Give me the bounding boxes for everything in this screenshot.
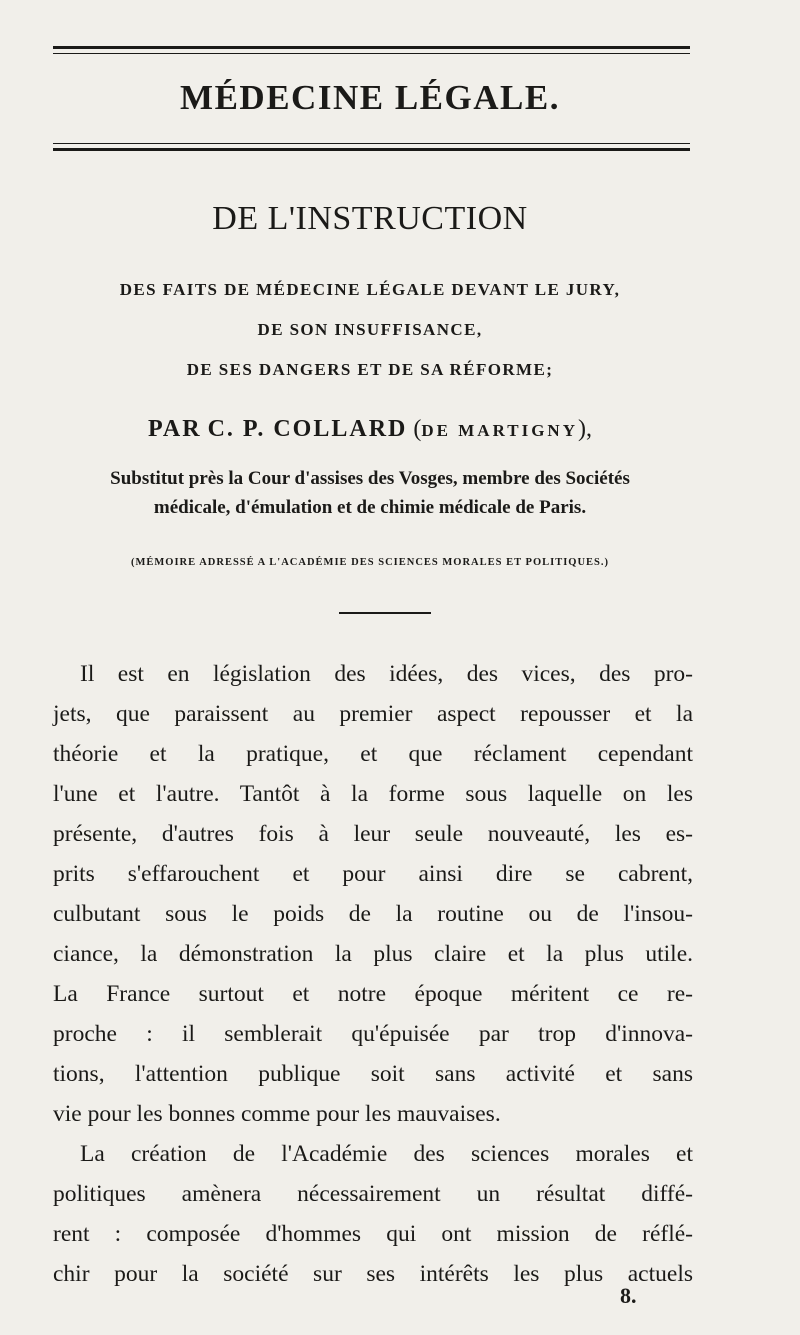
- body-line-12: vie pour les bonnes comme pour les mauvaises.: [53, 1101, 501, 1127]
- body-line-6: prits s'effarouchent et pour ainsi dire se cabrent,: [53, 861, 693, 887]
- memo-note: (MÉMOIRE ADRESSÉ A L'ACADÉMIE DES SCIENCES MORALES ET POLITIQUES.): [130, 557, 610, 568]
- body-line-13: La création de l'Académie des sciences morales et: [80, 1141, 693, 1167]
- subtitle-line-2: DE SON INSUFFISANCE,: [257, 320, 483, 339]
- author-prefix: PAR: [148, 416, 202, 442]
- separator-rule: [339, 612, 431, 614]
- author-line: PAR C. P. COLLARD (DE MARTIGNY),: [148, 416, 592, 442]
- title-rule-thin: [53, 143, 690, 144]
- body-line-1: Il est en législation des idées, des vices, des pro-: [80, 661, 693, 687]
- body-line-16: chir pour la société sur ses intérêts les plus actuels: [53, 1261, 693, 1287]
- section-title: MÉDECINE LÉGALE.: [180, 78, 560, 117]
- top-rule-thick: [53, 46, 690, 49]
- body-line-5: présente, d'autres fois à leur seule nouveauté, les es-: [53, 821, 693, 847]
- author-description-line-1: Substitut près la Cour d'assises des Vosges, membre des Sociétés: [110, 468, 630, 489]
- title-rule-thick: [53, 148, 690, 151]
- body-line-9: La France surtout et notre époque méritent ce re-: [53, 981, 693, 1007]
- subtitle-line-3: DE SES DANGERS ET DE SA RÉFORME;: [186, 360, 554, 379]
- subtitle-line-1: DES FAITS DE MÉDECINE LÉGALE DEVANT LE JURY,: [119, 280, 621, 299]
- body-line-2: jets, que paraissent au premier aspect repousser et la: [53, 701, 693, 727]
- body-line-10: proche : il semblerait qu'épuisée par trop d'innova-: [53, 1021, 693, 1047]
- author-particle: DE MARTIGNY: [421, 421, 578, 440]
- top-rule-thin: [53, 53, 690, 54]
- body-line-14: politiques amènera nécessairement un résultat diffé-: [53, 1181, 693, 1207]
- body-line-8: ciance, la démonstration la plus claire et la plus utile.: [53, 941, 693, 967]
- body-line-4: l'une et l'autre. Tantôt à la forme sous laquelle on les: [53, 781, 693, 807]
- article-title: DE L'INSTRUCTION: [212, 200, 528, 237]
- body-line-15: rent : composée d'hommes qui ont mission de réflé-: [53, 1221, 693, 1247]
- author-description-line-2: médicale, d'émulation et de chimie médicale de Paris.: [153, 497, 587, 518]
- body-line-7: culbutant sous le poids de la routine ou de l'insou-: [53, 901, 693, 927]
- page-number: 8.: [620, 1283, 637, 1308]
- body-line-11: tions, l'attention publique soit sans activité et sans: [53, 1061, 693, 1087]
- body-line-3: théorie et la pratique, et que réclament cependant: [53, 741, 693, 767]
- author-name: C. P. COLLARD: [207, 416, 408, 442]
